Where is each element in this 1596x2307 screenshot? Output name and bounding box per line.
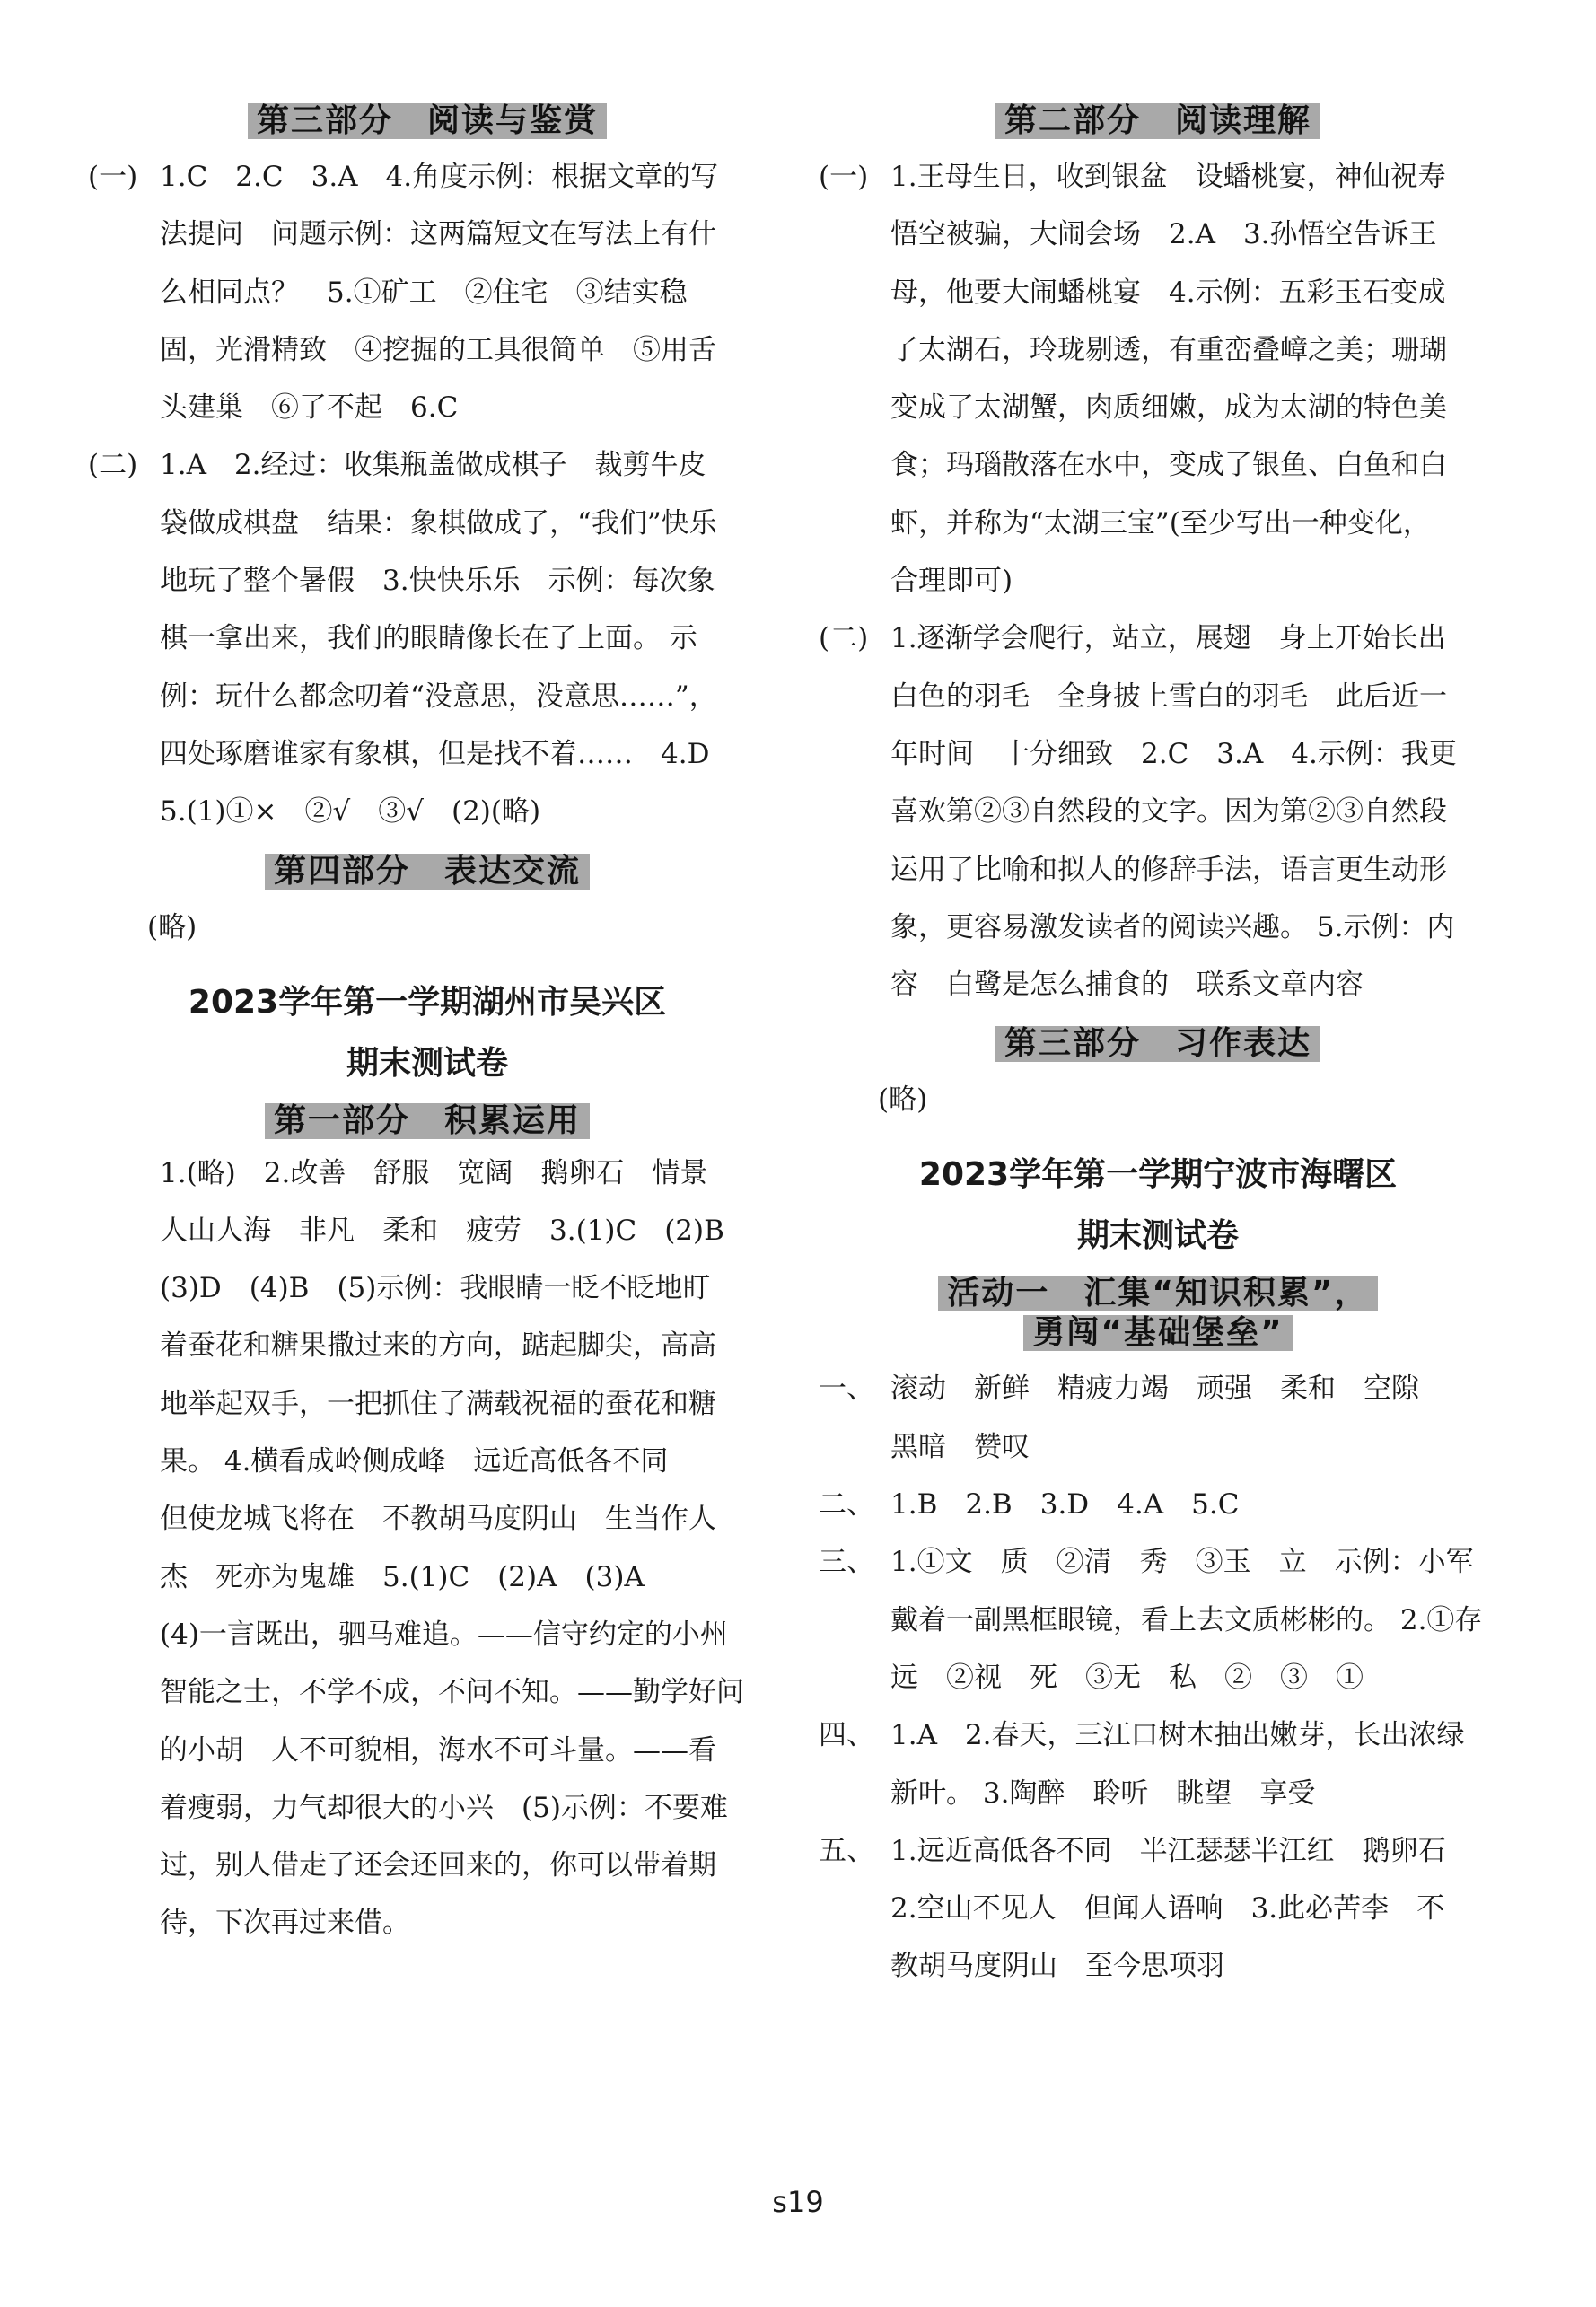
- section-heading-expression: 第四部分 表达交流: [88, 854, 767, 890]
- answer-block-two: [819, 610, 1497, 1013]
- text-line: 1.B 2.B 3.D 4.A 5.C: [890, 1488, 1240, 1522]
- text-line: 教胡马度阴山 至今思项羽: [890, 1950, 1224, 1983]
- text-line: 1.远近高低各不同 半江瑟瑟半江红 鹅卵石: [890, 1834, 1446, 1867]
- exam-title: 2023学年第一学期湖州市吴兴区: [188, 983, 667, 1021]
- section-heading-writing: 第三部分 习作表达: [819, 1026, 1497, 1062]
- question-five: [819, 1822, 1497, 1996]
- text-line: 1.A 2.春天，三江口树木抽出嫩芽，长出浓绿: [890, 1719, 1465, 1752]
- exam-subtitle: 期末测试卷: [1076, 1217, 1239, 1255]
- text-line: 变成了太湖蟹，肉质细嫩，成为太湖的特色美: [890, 391, 1447, 425]
- text-line: 合理即可): [890, 565, 1013, 598]
- text-line: 例：玩什么都念叨着“没意思，没意思……”，: [160, 680, 717, 713]
- text-line: 喜欢第②③自然段的文字。因为第②③自然段: [890, 795, 1447, 829]
- text-line: 白色的羽毛 全身披上雪白的羽毛 此后近一: [890, 680, 1447, 713]
- question-label: 二、: [819, 1488, 874, 1522]
- text-line: 容 白鹭是怎么捕食的 联系文章内容: [890, 969, 1364, 1002]
- text-line: 过，别人借走了还会还回来的，你可以带着期: [160, 1849, 716, 1882]
- text-line: 智能之士，不学不成，不问不知。——勤学好问: [160, 1676, 744, 1709]
- answer-block-two: [88, 436, 767, 840]
- omitted-note: (略): [878, 1083, 928, 1117]
- answer-block-one: [819, 148, 1497, 610]
- text-line: 地举起双手，一把抓住了满载祝福的蚕花和糖: [160, 1387, 716, 1420]
- text-line: 1.C 2.C 3.A 4.角度示例：根据文章的写: [160, 161, 719, 193]
- text-line: 滚动 新鲜 精疲力竭 顽强 柔和 空隙: [890, 1373, 1419, 1406]
- section-heading-reading-appreciation: 第三部分 阅读与鉴赏: [88, 103, 767, 139]
- text-line: 着瘦弱，力气却很大的小兴 (5)示例：不要难: [160, 1791, 728, 1824]
- section-heading-reading-comprehension: 第二部分 阅读理解: [819, 103, 1497, 139]
- exam-subtitle: 期末测试卷: [346, 1044, 508, 1082]
- question-label: 四、: [819, 1719, 874, 1752]
- question-one: [819, 1360, 1497, 1476]
- answer-label: (一): [819, 161, 869, 193]
- text-line: 头建巢 ⑥了不起 6.C: [160, 391, 459, 425]
- right-column: [819, 103, 1497, 1996]
- text-line: 悟空被骗，大闹会场 2.A 3.孙悟空告诉王: [890, 218, 1437, 251]
- text-line: 1.逐渐学会爬行，站立，展翅 身上开始长出: [890, 622, 1446, 655]
- question-four: [819, 1706, 1497, 1822]
- activity-heading-line2: 勇闯“基础堡垒”: [819, 1315, 1497, 1351]
- answer-label: (二): [88, 449, 138, 482]
- text-line: 虾，并称为“太湖三宝”(至少写出一种变化，: [890, 506, 1431, 539]
- text-line: 地玩了整个暑假 3.快快乐乐 示例：每次象: [160, 565, 715, 598]
- text-line: 么相同点？ 5.①矿工 ②住宅 ③结实稳: [160, 276, 688, 309]
- omitted-note: (略): [147, 910, 197, 943]
- text-line: 年时间 十分细致 2.C 3.A 4.示例：我更: [890, 737, 1457, 770]
- text-line: 1.A 2.经过：收集瓶盖做成棋子 裁剪牛皮: [160, 449, 706, 482]
- exam-title: 2023学年第一学期宁波市海曙区: [918, 1156, 1398, 1194]
- question-label: 一、: [819, 1373, 874, 1406]
- text-line: 2.空山不见人 但闻人语响 3.此必苦李 不: [890, 1892, 1445, 1925]
- text-line: 1.①文 质 ②清 秀 ③玉 立 示例：小军: [890, 1546, 1474, 1579]
- text-line: 果。 4.横看成岭侧成峰 远近高低各不同: [160, 1445, 669, 1478]
- text-line: 的小胡 人不可貌相，海水不可斗量。——看: [160, 1733, 716, 1767]
- text-line: 杰 死亦为鬼雄 5.(1)C (2)A (3)A: [160, 1560, 645, 1593]
- text-line: 远 ②视 死 ③无 私 ② ③ ①: [890, 1661, 1364, 1694]
- text-line: 食；玛瑙散落在水中，变成了银鱼、白鱼和白: [890, 449, 1447, 482]
- text-line: (3)D (4)B (5)示例：我眼睛一眨不眨地盯: [160, 1272, 711, 1305]
- page-number: s19: [772, 2185, 824, 2219]
- text-line: 法提问 问题示例：这两篇短文在写法上有什: [160, 218, 716, 251]
- text-line: 母，他要大闹蟠桃宴 4.示例：五彩玉石变成: [890, 276, 1446, 309]
- question-label: 五、: [819, 1834, 874, 1867]
- text-line: (4)一言既出，驷马难追。——信守约定的小州: [160, 1618, 728, 1651]
- text-line: 棋一拿出来，我们的眼睛像长在了上面。 示: [160, 622, 697, 655]
- text-line: 着蚕花和糖果撒过来的方向，踮起脚尖，高高: [160, 1329, 716, 1363]
- text-line: 5.(1)①× ②√ ③√ (2)(略): [160, 795, 541, 829]
- text-line: 袋做成棋盘 结果：象棋做成了，“我们”快乐: [160, 506, 717, 539]
- answer-label: (一): [88, 161, 138, 193]
- text-line: 但使龙城飞将在 不教胡马度阴山 生当作人: [160, 1503, 716, 1536]
- text-line: 人山人海 非凡 柔和 疲劳 3.(1)C (2)B: [160, 1214, 724, 1247]
- answer-block-accumulation: [88, 1145, 767, 1952]
- text-line: 1.王母生日，收到银盆 设蟠桃宴，神仙祝寿: [890, 161, 1446, 193]
- answer-label: (二): [819, 622, 869, 655]
- question-label: 三、: [819, 1546, 874, 1579]
- text-line: 待，下次再过来借。: [160, 1907, 410, 1940]
- text-line: 1.(略) 2.改善 舒服 宽阔 鹅卵石 情景: [160, 1156, 708, 1189]
- left-column: [88, 103, 767, 1952]
- activity-heading-line1: 活动一 汇集“知识积累”，: [819, 1276, 1497, 1311]
- text-line: 运用了比喻和拟人的修辞手法，语言更生动形: [890, 853, 1447, 886]
- text-line: 新叶。 3.陶醉 聆听 眺望 享受: [890, 1776, 1316, 1810]
- section-heading-accumulation: 第一部分 积累运用: [88, 1103, 767, 1139]
- answer-block-one: [88, 148, 767, 436]
- text-line: 戴着一副黑框眼镜，看上去文质彬彬的。 2.①存: [890, 1603, 1483, 1636]
- text-line: 固，光滑精致 ④挖掘的工具很简单 ⑤用舌: [160, 333, 716, 366]
- text-line: 黑暗 赞叹: [890, 1430, 1030, 1463]
- text-line: 象，更容易激发读者的阅读兴趣。 5.示例：内: [890, 910, 1455, 943]
- question-two: [819, 1476, 1497, 1533]
- text-line: 了太湖石，玲珑剔透，有重峦叠嶂之美；珊瑚: [890, 333, 1447, 366]
- text-line: 四处琢磨谁家有象棋，但是找不着…… 4.D: [160, 737, 710, 770]
- question-three: [819, 1533, 1497, 1706]
